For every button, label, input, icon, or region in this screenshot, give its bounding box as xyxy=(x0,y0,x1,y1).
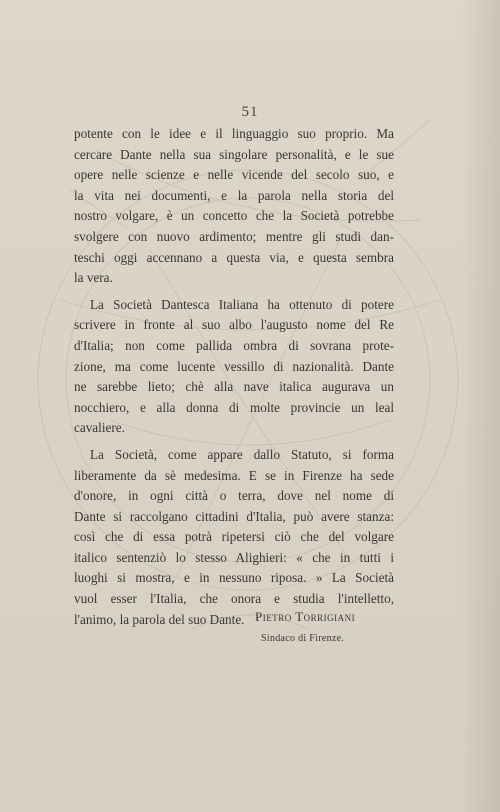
paragraph-3 xyxy=(74,445,394,630)
page-edge-shadow xyxy=(460,0,500,812)
text-line: La Società Dantesca Italiana ha ottenuto di potere xyxy=(90,296,394,312)
text-line: così che di essa potrà ripetersi ciò che del volgare xyxy=(74,529,394,545)
text-line: opere nelle scienze e nelle vicende del secolo suo, e xyxy=(74,167,394,183)
text-line: teschi oggi accennano a questa via, e questa sembra xyxy=(74,249,394,265)
text-line: liberamente da sè medesima. E se in Firenze ha sede xyxy=(74,467,394,483)
text-line: cercare Dante nella sua singolare personalità, e le sue xyxy=(74,146,394,162)
text-line: Dante si raccolgano cittadini d'Italia, può avere stanza: xyxy=(74,508,394,524)
text-line: cavaliere. xyxy=(74,420,125,436)
text-line: vuol esser l'Italia, che onora e studia l'intelletto, xyxy=(74,591,394,607)
text-line: potente con le idee e il linguaggio suo proprio. Ma xyxy=(74,126,394,141)
text-line: La Società, come appare dallo Statuto, si forma xyxy=(90,446,394,462)
text-line: d'onore, in ogni città o terra, dove nel nome di xyxy=(74,488,394,504)
text-line: scrivere in fronte al suo albo l'augusto nome del Re xyxy=(74,317,394,333)
text-line: ne sarebbe lieto; chè alla nave italica augurava un xyxy=(74,379,394,395)
signature-block xyxy=(255,609,395,644)
text-line: d'Italia; non come pallida ombra di sovrana prote- xyxy=(74,337,394,353)
paragraph-1 xyxy=(74,124,394,289)
text-line: la vera. xyxy=(74,270,113,286)
text-line: luoghi si mostra, e in nessuno riposa. » La Società xyxy=(74,570,394,586)
text-line: la vita nei documenti, e la parola nella storia del xyxy=(74,187,394,203)
text-line: nocchiero, e alla donna di molte provincie un leal xyxy=(74,399,394,415)
body-text xyxy=(74,124,394,630)
text-line: zione, ma come lucente vessillo di nazionalità. Dante xyxy=(74,358,394,374)
text-line: nostro volgare, è un concetto che la Società potrebbe xyxy=(74,208,394,224)
text-line: svolgere con nuovo ardimento; mentre gli studi dan- xyxy=(74,228,394,244)
text-line: l'animo, la parola del suo Dante. xyxy=(74,611,245,627)
signatory-title: Sindaco di Firenze. xyxy=(261,633,345,644)
paragraph-2 xyxy=(74,295,394,439)
text-line: italico sentenziò lo stesso Alighieri: « che in tutti i xyxy=(74,549,394,565)
page-number: 51 xyxy=(241,104,259,120)
signatory-name: Pietro Torrigiani xyxy=(255,609,356,624)
